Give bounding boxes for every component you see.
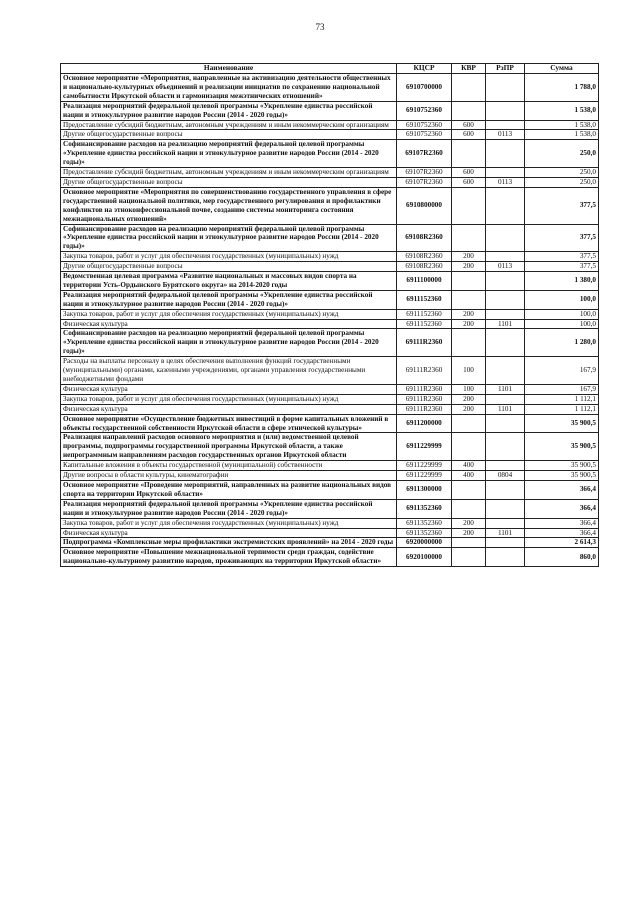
cell-name: Физическая культура — [61, 319, 397, 329]
cell-kvr: 200 — [452, 262, 486, 272]
cell-sum: 35 900,5 — [525, 433, 599, 461]
table-row — [61, 461, 599, 471]
cell-name: Основное мероприятие «Мероприятия, направленные на активизацию деятельности общественных и национально-культурных объединений и реализации инициатив по сохранению национальной самобытности Иркутской области и гармонизация межэтнических отношений» — [61, 74, 397, 102]
table-row — [61, 414, 599, 433]
cell-rzpr — [486, 187, 525, 224]
table-row — [61, 177, 599, 187]
cell-rzpr: 1101 — [486, 404, 525, 414]
cell-kvr: 200 — [452, 252, 486, 262]
cell-rzpr: 0113 — [486, 130, 525, 140]
cell-sum: 1 112,1 — [525, 404, 599, 414]
cell-kcsr: 6911229999 — [397, 461, 452, 471]
cell-rzpr — [486, 101, 525, 120]
cell-name: Другие общегосударственные вопросы — [61, 130, 397, 140]
cell-sum: 377,5 — [525, 224, 599, 252]
cell-name: Расходы на выплаты персоналу в целях обеспечения выполнения функций государственными (муниципальными) органами, казенными учреждениями, органами управления государственными внебюджетными фондами — [61, 357, 397, 385]
cell-name: Физическая культура — [61, 404, 397, 414]
table-row — [61, 187, 599, 224]
cell-rzpr — [486, 290, 525, 309]
cell-rzpr — [486, 252, 525, 262]
table-row — [61, 262, 599, 272]
table-row — [61, 309, 599, 319]
table-row — [61, 74, 599, 102]
cell-kcsr: 6911352360 — [397, 518, 452, 528]
cell-rzpr: 0804 — [486, 471, 525, 481]
cell-rzpr: 0113 — [486, 177, 525, 187]
cell-kvr: 600 — [452, 120, 486, 130]
cell-name: Другие общегосударственные вопросы — [61, 177, 397, 187]
table-row — [61, 130, 599, 140]
cell-sum: 1 538,0 — [525, 101, 599, 120]
cell-rzpr — [486, 140, 525, 168]
cell-kcsr: 6920100000 — [397, 548, 452, 567]
cell-kvr — [452, 101, 486, 120]
cell-kcsr: 6910752360 — [397, 130, 452, 140]
cell-name: Предоставление субсидий бюджетным, автономным учреждениям и иным некоммерческим организациям — [61, 120, 397, 130]
header-rzpr: РзПР — [486, 64, 525, 74]
cell-rzpr — [486, 309, 525, 319]
cell-rzpr — [486, 394, 525, 404]
cell-sum: 377,5 — [525, 252, 599, 262]
cell-name: Реализация мероприятий федеральной целевой программы «Укрепление единства российской нации и этнокультурное развитие народов России (2014 - 2020 годы)» — [61, 290, 397, 309]
table-row — [61, 168, 599, 178]
cell-name: Другие вопросы в области культуры, кинематографии — [61, 471, 397, 481]
cell-kcsr: 69107R2360 — [397, 168, 452, 178]
cell-name: Физическая культура — [61, 528, 397, 538]
table-row — [61, 518, 599, 528]
table-row — [61, 433, 599, 461]
cell-rzpr — [486, 499, 525, 518]
cell-kcsr: 6911152360 — [397, 309, 452, 319]
cell-kcsr: 6911352360 — [397, 528, 452, 538]
cell-sum: 1 280,0 — [525, 329, 599, 357]
cell-rzpr — [486, 414, 525, 433]
table-row — [61, 329, 599, 357]
cell-kvr: 100 — [452, 357, 486, 385]
page-number: 73 — [315, 22, 325, 32]
table-header-row — [61, 64, 599, 74]
table-row — [61, 404, 599, 414]
cell-kvr: 600 — [452, 168, 486, 178]
cell-kcsr: 6920000000 — [397, 538, 452, 548]
cell-kcsr: 69108R2360 — [397, 262, 452, 272]
cell-name: Закупка товаров, работ и услуг для обеспечения государственных (муниципальных) нужд — [61, 518, 397, 528]
cell-kvr: 600 — [452, 130, 486, 140]
table-row — [61, 272, 599, 291]
cell-name: Закупка товаров, работ и услуг для обеспечения государственных (муниципальных) нужд — [61, 309, 397, 319]
cell-name: Софинансирование расходов на реализацию мероприятий федеральной целевой программы «Укрепление единства российской нации и этнокультурное развитие народов России (2014 - 2020 годы)» — [61, 224, 397, 252]
cell-sum: 2 614,3 — [525, 538, 599, 548]
table-row — [61, 120, 599, 130]
cell-kvr: 200 — [452, 309, 486, 319]
cell-sum: 1 380,0 — [525, 272, 599, 291]
cell-sum: 366,4 — [525, 480, 599, 499]
table-row — [61, 140, 599, 168]
cell-kcsr: 69108R2360 — [397, 252, 452, 262]
cell-sum: 377,5 — [525, 187, 599, 224]
cell-kcsr: 6911229999 — [397, 433, 452, 461]
cell-rzpr — [486, 120, 525, 130]
table-row — [61, 101, 599, 120]
cell-kcsr: 6910752360 — [397, 101, 452, 120]
cell-sum: 1 538,0 — [525, 130, 599, 140]
cell-kvr: 400 — [452, 471, 486, 481]
cell-kcsr: 69111R2360 — [397, 384, 452, 394]
header-kcsr: КЦСР — [397, 64, 452, 74]
cell-name: Подпрограмма «Комплексные меры профилактики экстремистских проявлений» на 2014 - 2020 годы — [61, 538, 397, 548]
cell-name: Капитальные вложения в объекты государственной (муниципальной) собственности — [61, 461, 397, 471]
cell-sum: 366,4 — [525, 528, 599, 538]
cell-kvr — [452, 187, 486, 224]
cell-kvr: 200 — [452, 319, 486, 329]
cell-name: Софинансирование расходов на реализацию мероприятий федеральной целевой программы «Укрепление единства российской нации и этнокультурное развитие народов России (2014 - 2020 годы)» — [61, 329, 397, 357]
cell-kvr — [452, 290, 486, 309]
cell-kvr — [452, 224, 486, 252]
cell-sum: 860,0 — [525, 548, 599, 567]
table-row — [61, 357, 599, 385]
table-row — [61, 471, 599, 481]
cell-name: Софинансирование расходов на реализацию мероприятий федеральной целевой программы «Укрепление единства российской нации и этнокультурное развитие народов России (2014 - 2020 годы)» — [61, 140, 397, 168]
cell-name: Предоставление субсидий бюджетным, автономным учреждениям и иным некоммерческим организациям — [61, 168, 397, 178]
table-row — [61, 290, 599, 309]
cell-kvr: 100 — [452, 384, 486, 394]
cell-name: Закупка товаров, работ и услуг для обеспечения государственных (муниципальных) нужд — [61, 252, 397, 262]
cell-name: Основное мероприятие «Мероприятия по совершенствованию государственного управления в сфере государственной национальной политики, мер государственного регулирования и профилактики конфликтов на этноконфессиональной почве, созданию системы мониторинга состояния межнациональных отношений» — [61, 187, 397, 224]
cell-kcsr: 69108R2360 — [397, 224, 452, 252]
cell-kvr: 200 — [452, 394, 486, 404]
cell-kvr: 200 — [452, 404, 486, 414]
cell-kcsr: 69107R2360 — [397, 177, 452, 187]
cell-sum: 100,0 — [525, 290, 599, 309]
cell-sum: 377,5 — [525, 262, 599, 272]
cell-kcsr: 6911229999 — [397, 471, 452, 481]
cell-kcsr: 6911200000 — [397, 414, 452, 433]
cell-kcsr: 6911352360 — [397, 499, 452, 518]
cell-sum: 100,0 — [525, 309, 599, 319]
cell-kcsr: 6911100000 — [397, 272, 452, 291]
table-row — [61, 548, 599, 567]
cell-rzpr — [486, 168, 525, 178]
header-name: Наименование — [61, 64, 397, 74]
budget-table — [60, 63, 599, 567]
cell-rzpr — [486, 538, 525, 548]
cell-rzpr — [486, 357, 525, 385]
cell-rzpr — [486, 518, 525, 528]
cell-kcsr: 69111R2360 — [397, 394, 452, 404]
table-row — [61, 319, 599, 329]
header-kvr: КВР — [452, 64, 486, 74]
cell-rzpr — [486, 74, 525, 102]
cell-kcsr: 69107R2360 — [397, 140, 452, 168]
cell-kcsr: 6911300000 — [397, 480, 452, 499]
cell-sum: 250,0 — [525, 177, 599, 187]
table-row — [61, 499, 599, 518]
table-row — [61, 394, 599, 404]
cell-name: Другие общегосударственные вопросы — [61, 262, 397, 272]
cell-sum: 1 112,1 — [525, 394, 599, 404]
cell-sum: 1 538,0 — [525, 120, 599, 130]
cell-name: Закупка товаров, работ и услуг для обеспечения государственных (муниципальных) нужд — [61, 394, 397, 404]
cell-kcsr: 6910752360 — [397, 120, 452, 130]
cell-name: Основное мероприятие «Повышение межнациональной терпимости среди граждан, содействие национально-культурному развитию народов, проживающих на территории Иркутской области» — [61, 548, 397, 567]
cell-sum: 35 900,5 — [525, 461, 599, 471]
cell-kcsr: 6910700000 — [397, 74, 452, 102]
cell-rzpr — [486, 224, 525, 252]
cell-sum: 167,9 — [525, 357, 599, 385]
cell-rzpr: 1101 — [486, 319, 525, 329]
cell-rzpr: 1101 — [486, 384, 525, 394]
cell-kcsr: 69111R2360 — [397, 329, 452, 357]
cell-rzpr — [486, 548, 525, 567]
table-row — [61, 538, 599, 548]
table-body — [61, 74, 599, 567]
cell-name: Реализация направлений расходов основного мероприятия и (или) ведомственной целевой программы, подпрограммы государственной программы Иркутской области, а также непрограммным направлениям расходов государственных органов Иркутской области — [61, 433, 397, 461]
table-row — [61, 224, 599, 252]
cell-kvr: 200 — [452, 528, 486, 538]
cell-rzpr — [486, 480, 525, 499]
cell-kvr — [452, 433, 486, 461]
cell-kvr — [452, 329, 486, 357]
cell-sum: 366,4 — [525, 499, 599, 518]
cell-rzpr: 0113 — [486, 262, 525, 272]
cell-kvr — [452, 74, 486, 102]
cell-kvr: 400 — [452, 461, 486, 471]
cell-sum: 366,4 — [525, 518, 599, 528]
cell-name: Реализация мероприятий федеральной целевой программы «Укрепление единства российской нации и этнокультурное развитие народов России (2014 - 2020 годы)» — [61, 101, 397, 120]
table-row — [61, 252, 599, 262]
cell-kvr — [452, 480, 486, 499]
cell-sum: 1 788,0 — [525, 74, 599, 102]
cell-kcsr: 6911152360 — [397, 319, 452, 329]
cell-sum: 250,0 — [525, 140, 599, 168]
cell-kvr — [452, 548, 486, 567]
cell-kvr: 200 — [452, 518, 486, 528]
cell-kcsr: 6910800000 — [397, 187, 452, 224]
table-row — [61, 384, 599, 394]
cell-kvr — [452, 538, 486, 548]
cell-kcsr: 69111R2360 — [397, 404, 452, 414]
cell-sum: 35 900,5 — [525, 414, 599, 433]
cell-name: Физическая культура — [61, 384, 397, 394]
cell-name: Основное мероприятие «Проведение мероприятий, направленных на развитие национальных видов спорта на территории Иркутской области» — [61, 480, 397, 499]
cell-kvr — [452, 499, 486, 518]
cell-kcsr: 69111R2360 — [397, 357, 452, 385]
cell-sum: 100,0 — [525, 319, 599, 329]
cell-name: Реализация мероприятий федеральной целевой программы «Укрепление единства российской нации и этнокультурное развитие народов России (2014 - 2020 годы)» — [61, 499, 397, 518]
cell-rzpr — [486, 461, 525, 471]
cell-rzpr — [486, 272, 525, 291]
cell-kvr — [452, 140, 486, 168]
cell-rzpr — [486, 433, 525, 461]
cell-kvr — [452, 272, 486, 291]
cell-rzpr — [486, 329, 525, 357]
cell-kvr: 600 — [452, 177, 486, 187]
cell-kcsr: 6911152360 — [397, 290, 452, 309]
cell-name: Основное мероприятие «Осуществление бюджетных инвестиций в форме капитальных вложений в объекты государственной собственности Иркутской области в сфере этнической культуры» — [61, 414, 397, 433]
header-sum: Сумма — [525, 64, 599, 74]
cell-rzpr: 1101 — [486, 528, 525, 538]
table-row — [61, 480, 599, 499]
cell-kvr — [452, 414, 486, 433]
table-row — [61, 528, 599, 538]
cell-sum: 167,9 — [525, 384, 599, 394]
cell-sum: 250,0 — [525, 168, 599, 178]
cell-name: Ведомственная целевая программа «Развитие национальных и массовых видов спорта на территории Усть-Ордынского Бурятского округа» на 2014-2020 годы — [61, 272, 397, 291]
cell-sum: 35 900,5 — [525, 471, 599, 481]
